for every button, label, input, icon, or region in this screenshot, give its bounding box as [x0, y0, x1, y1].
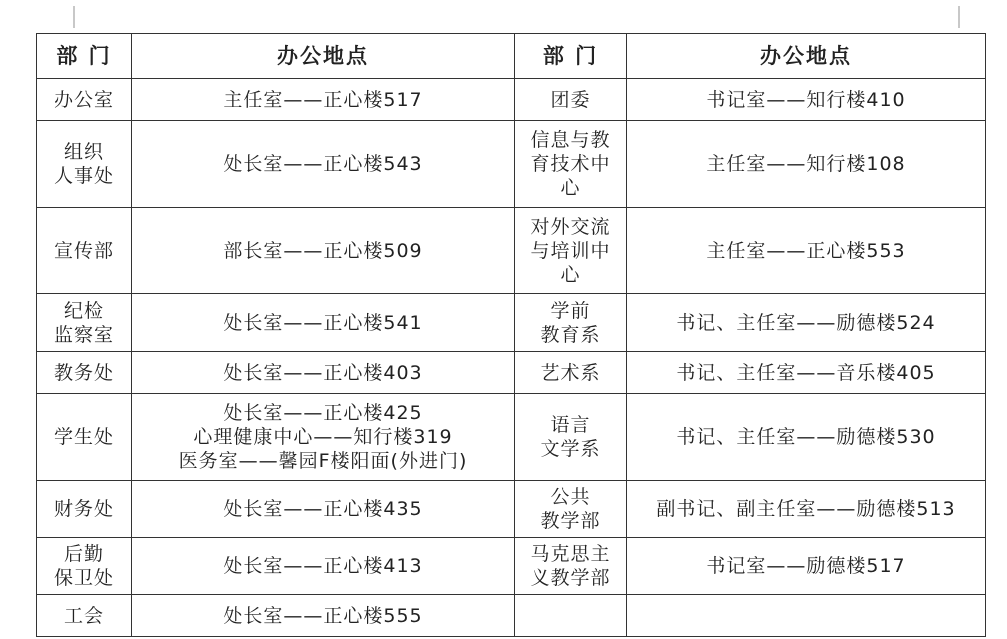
department-line: 纪检: [63, 299, 104, 322]
location-cell: 书记、主任室——励德楼530: [627, 394, 986, 481]
department-line: 保卫处: [53, 567, 114, 589]
department-line: 后勤: [63, 543, 104, 565]
table-row: [37, 595, 986, 637]
table-row: [37, 79, 986, 121]
department-line: 监察室: [53, 323, 114, 346]
location-cell: 书记、主任室——音乐楼405: [627, 352, 986, 394]
table-row: [37, 538, 986, 595]
department-line: 与培训中: [530, 239, 611, 262]
department-line: 对外交流: [530, 215, 611, 238]
location-cell: 处长室——正心楼543: [132, 121, 515, 208]
department-cell: [515, 595, 627, 637]
department-line: 教育系: [540, 323, 601, 346]
department-line: 文学系: [540, 438, 601, 460]
header-office-location: 办公地点: [132, 34, 515, 79]
table-row: [37, 394, 986, 481]
department-cell: 工会: [37, 595, 132, 637]
department-cell: [515, 394, 627, 481]
location-line: 处长室——正心楼425: [223, 402, 423, 424]
location-cell: 处长室——正心楼541: [132, 294, 515, 352]
location-cell: 主任室——知行楼108: [627, 121, 986, 208]
department-line: 学前: [550, 299, 591, 322]
location-line: 医务室——馨园F楼阳面(外进门): [178, 450, 468, 472]
department-line: 心: [560, 177, 581, 199]
table-row: [37, 294, 986, 352]
department-line: 公共: [550, 486, 591, 508]
location-cell: 主任室——正心楼553: [627, 208, 986, 294]
department-line: 育技术中: [530, 153, 611, 175]
header-department: 部 门: [37, 34, 132, 79]
department-line: 组织: [63, 141, 104, 163]
table-row: [37, 352, 986, 394]
department-line: 义教学部: [530, 567, 611, 589]
location-cell: 处长室——正心楼403: [132, 352, 515, 394]
text-cursor-mark-right: [958, 6, 960, 28]
department-cell: 学生处: [37, 394, 132, 481]
department-cell: 艺术系: [515, 352, 627, 394]
table-header-row: [37, 34, 986, 79]
department-cell: 办公室: [37, 79, 132, 121]
department-cell: [515, 538, 627, 595]
location-cell: 处长室——正心楼413: [132, 538, 515, 595]
department-cell: [515, 121, 627, 208]
location-cell: [132, 394, 515, 481]
department-line: 心: [560, 263, 581, 286]
location-cell: 书记室——励德楼517: [627, 538, 986, 595]
department-cell: 财务处: [37, 481, 132, 538]
table-row: [37, 121, 986, 208]
department-line: 语言: [550, 414, 591, 436]
text-cursor-mark-left: [73, 6, 75, 28]
location-cell: 处长室——正心楼555: [132, 595, 515, 637]
header-office-location: 办公地点: [627, 34, 986, 79]
department-line: 人事处: [53, 165, 114, 187]
location-cell: 书记室——知行楼410: [627, 79, 986, 121]
department-cell: 教务处: [37, 352, 132, 394]
department-line: 马克思主: [530, 543, 611, 565]
department-cell: 团委: [515, 79, 627, 121]
table-row: [37, 481, 986, 538]
location-cell: [627, 595, 986, 637]
table-row: [37, 208, 986, 294]
department-cell: [37, 121, 132, 208]
office-location-table: [36, 33, 986, 637]
location-cell: 主任室——正心楼517: [132, 79, 515, 121]
header-department: 部 门: [515, 34, 627, 79]
department-cell: [37, 294, 132, 352]
location-cell: 部长室——正心楼509: [132, 208, 515, 294]
location-cell: 书记、主任室——励德楼524: [627, 294, 986, 352]
location-cell: 处长室——正心楼435: [132, 481, 515, 538]
department-cell: 宣传部: [37, 208, 132, 294]
department-cell: [515, 208, 627, 294]
department-line: 教学部: [540, 510, 601, 532]
location-line: 心理健康中心——知行楼319: [193, 426, 453, 448]
department-cell: [515, 481, 627, 538]
department-cell: [515, 294, 627, 352]
department-cell: [37, 538, 132, 595]
location-cell: 副书记、副主任室——励德楼513: [627, 481, 986, 538]
department-line: 信息与教: [530, 129, 611, 151]
